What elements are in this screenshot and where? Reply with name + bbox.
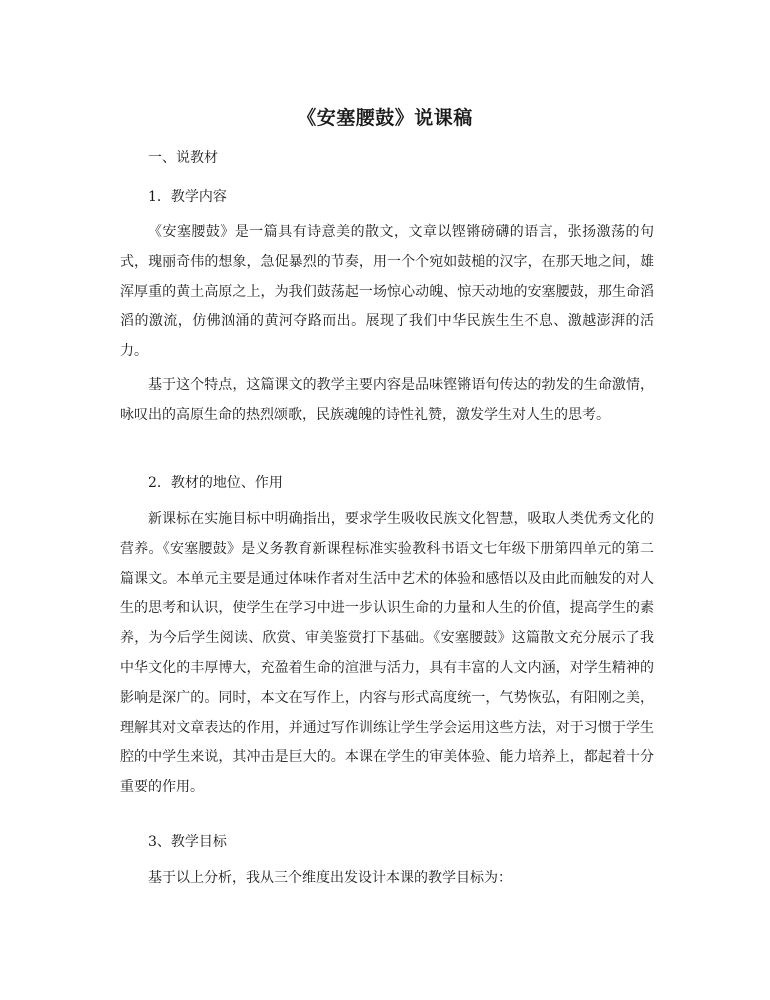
subheading-status-role: 2．教材的地位、作用 — [148, 475, 283, 491]
document-title: 《安塞腰鼓》说课稿 — [297, 107, 473, 129]
subheading-teaching-goals: 3、教学目标 — [148, 834, 227, 850]
paragraph-text-intro: 《安塞腰鼓》是一篇具有诗意美的散文，文章以铿锵磅礴的语言，张扬激荡的句式，瑰丽奇伟的想象，急促暴烈的节奏，用一个个宛如鼓槌的汉字，在那天地之间，雄浑厚重的黄土高原之上，为我们鼓荡起一场惊心动魄、惊天动地的安塞腰鼓，那生命滔滔的激流，仿佛汹涌的黄河夺路而出。展现了我们中华民族生生不息、激越澎湃的活力。 — [120, 224, 654, 360]
paragraph-goals-intro: 基于以上分析，我从三个维度出发设计本课的教学目标为： — [148, 870, 512, 886]
paragraph-status-role: 新课标在实施目标中明确指出，要求学生吸收民族文化智慧，吸取人类优秀文化的营养。《安塞腰鼓》是义务教育新课程标准实验教科书语文七年级下册第四单元的第二篇课文。本单元主要是通过体味作者对生活中艺术的体验和感悟以及由此而触发的对人生的思考和认识，使学生在学习中进一步认识生命的力量和人生的价值，提高学生的素养，为今后学生阅读、欣赏、审美鉴赏打下基础。《安塞腰鼓》这篇散文充分展示了我中华文化的丰厚博大，充盈着生命的渲泄与活力，具有丰富的人文内涵，对学生精神的影响是深广的。同时，本文在写作上，内容与形式高度统一，气势恢弘，有阳刚之美，理解其对文章表达的作用，并通过写作训练让学生学会运用这些方法，对于习惯于学生腔的中学生来说，其冲击是巨大的。本课在学生的审美体验、能力培养上，都起着十分重要的作用。 — [120, 511, 654, 796]
paragraph-teaching-focus: 基于这个特点，这篇课文的教学主要内容是品味铿锵语句传达的勃发的生命激情，咏叹出的高原生命的热烈颂歌，民族魂魄的诗性礼赞，激发学生对人生的思考。 — [120, 377, 654, 423]
subheading-teaching-content: 1．教学内容 — [148, 189, 227, 205]
section-heading-textbook: 一、说教材 — [148, 150, 218, 166]
